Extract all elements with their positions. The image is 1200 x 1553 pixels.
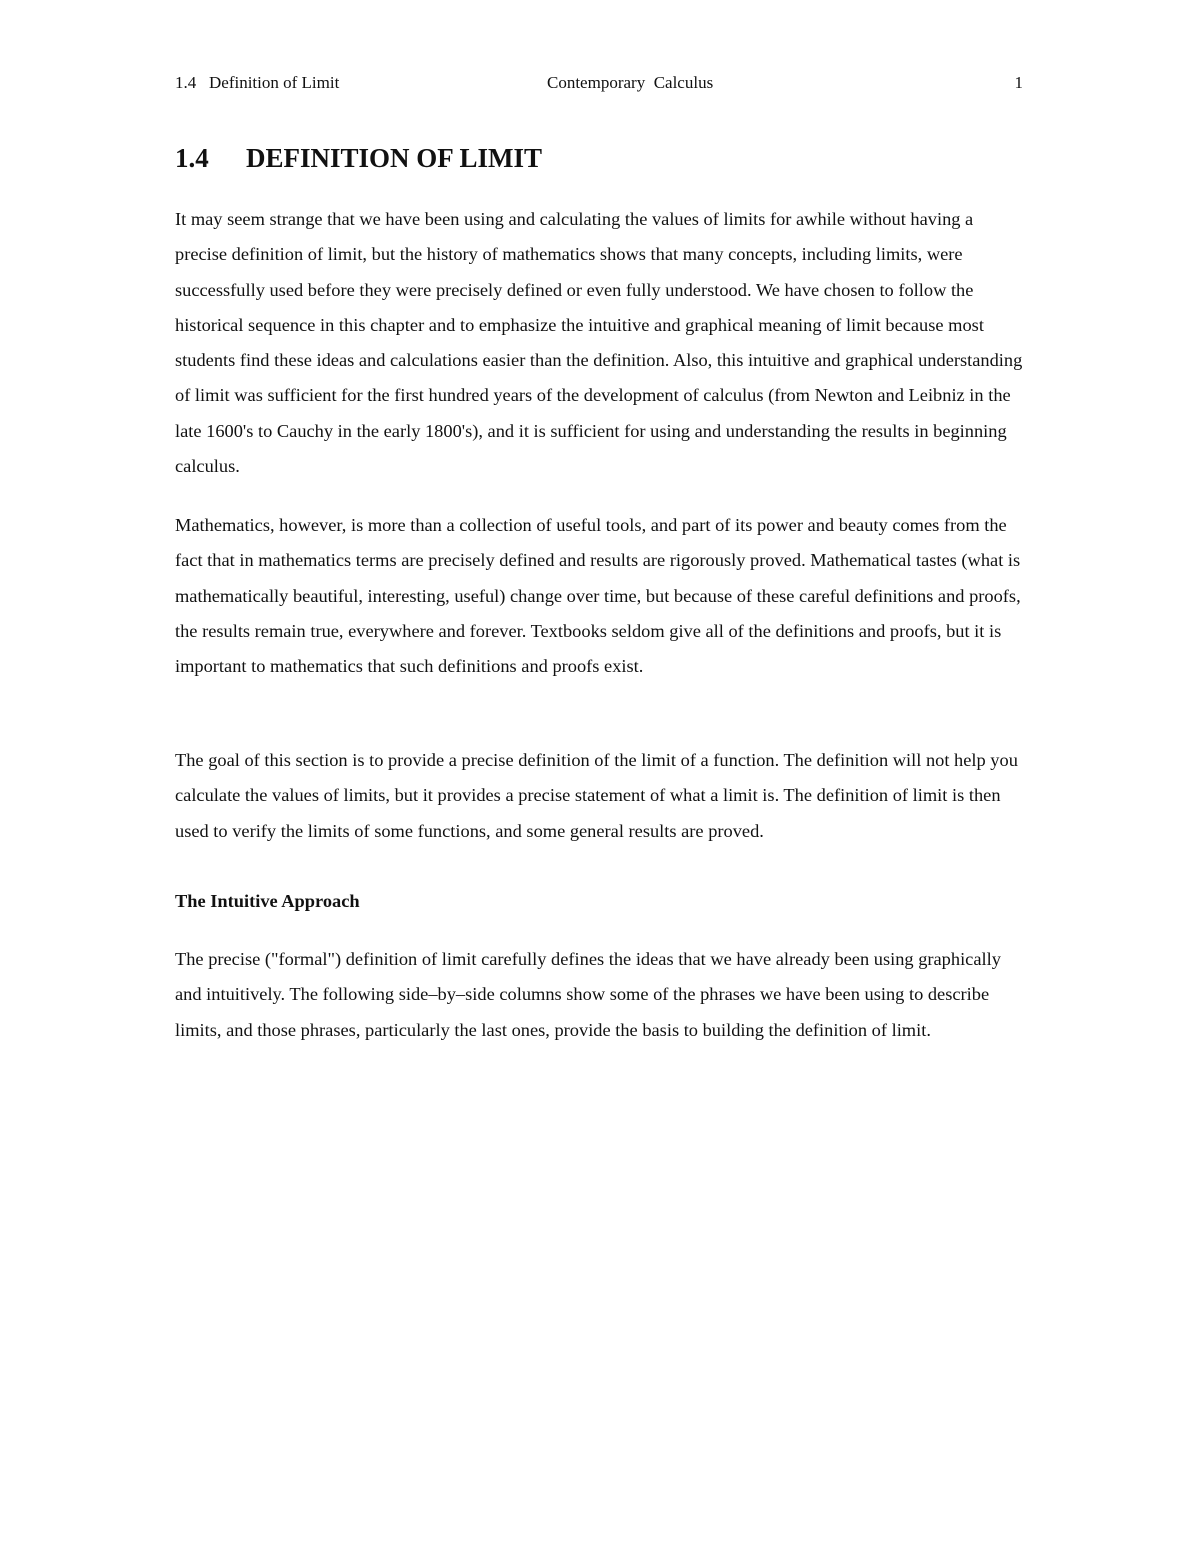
header-section-label: 1.4 Definition of Limit (175, 73, 340, 92)
section-heading (175, 140, 542, 176)
header-book-title: Contemporary Calculus (547, 73, 714, 92)
section-title-text: DEFINITION OF LIMIT (246, 143, 543, 173)
mathematics-paragraph: Mathematics, however, is more than a collection of useful tools, and part of its power and beauty comes from the fact that in mathematics terms are precisely defined and results are rigorously proved. Mathematical tastes (what is mathematically beautiful, interesting, useful) change over time, but because of these careful definitions and proofs, the results remain true, everywhere and forever. Textbooks seldom give all of the definitions and proofs, but it is important to mathematics that such definitions and proofs exist. (175, 515, 1021, 677)
subsection-heading: The Intuitive Approach (175, 891, 360, 911)
running-header (175, 71, 1023, 95)
section-number: 1.4 (175, 143, 209, 173)
intuitive-approach-paragraph: The precise ("formal") definition of limit carefully defines the ideas that we have already been using graphically and intuitively. The following side–by–side columns show some of the phrases we have been using to describe limits, and those phrases, particularly the last ones, provide the basis to building the definition of limit. (175, 949, 1001, 1040)
goal-paragraph: The goal of this section is to provide a precise definition of the limit of a function. The definition will not help you calculate the values of limits, but it provides a precise statement of what a limit is. The definition of limit is then used to verify the limits of some functions, and some general results are proved. (175, 750, 1018, 841)
intro-paragraph: It may seem strange that we have been using and calculating the values of limits for awhile without having a precise definition of limit, but the history of mathematics shows that many concepts, including limits, were successfully used before they were precisely defined or even fully understood. We have chosen to follow the historical sequence in this chapter and to emphasize the intuitive and graphical meaning of limit because most students find these ideas and calculations easier than the definition. Also, this intuitive and graphical understanding of limit was sufficient for the first hundred years of the development of calculus (from Newton and Leibniz in the late 1600's to Cauchy in the early 1800's), and it is sufficient for using and understanding the results in beginning calculus. (175, 209, 1023, 477)
header-page-number: 1 (1014, 73, 1023, 92)
